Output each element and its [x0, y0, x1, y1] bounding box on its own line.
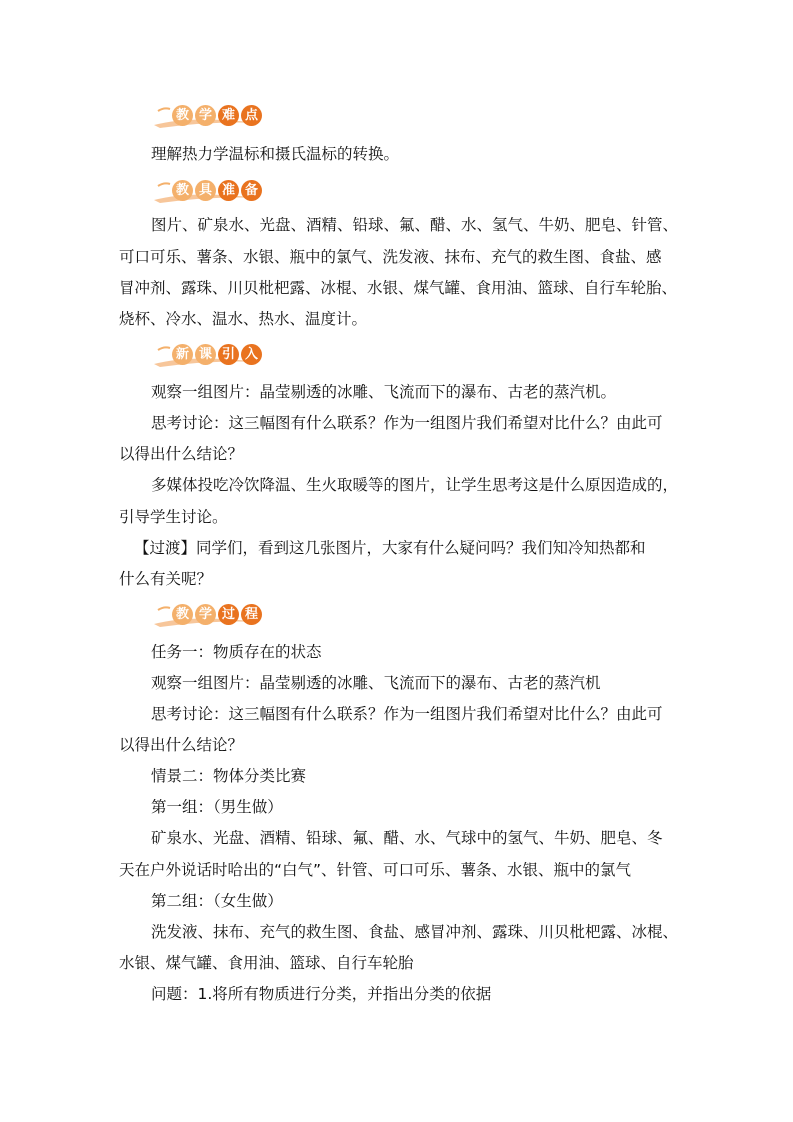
process-group1-line1: 矿泉水、光盘、酒精、铅球、氟、醋、水、气球中的氢气、牛奶、肥皂、冬: [151, 829, 663, 847]
difficulty-text: 理解热力学温标和摄氏温标的转换。: [151, 145, 400, 163]
intro-discuss-line1: 思考讨论：这三幅图有什么联系？作为一组图片我们希望对比什么？由此可: [151, 414, 663, 432]
section-title-char: 难: [218, 105, 239, 126]
section-header-intro: [152, 342, 262, 370]
process-question: 问题：1.将所有物质进行分类，并指出分类的依据: [151, 985, 492, 1003]
section-title-char: 备: [241, 180, 262, 201]
section-header-difficulty: [152, 103, 262, 131]
intro-discuss-line2: 以得出什么结论？: [119, 445, 244, 463]
process-observe: 观察一组图片：晶莹剔透的冰雕、飞流而下的瀑布、古老的蒸汽机: [151, 674, 601, 692]
section-title-char: 入: [241, 344, 262, 365]
materials-line: 冒冲剂、露珠、川贝枇杷露、冰棍、水银、煤气罐、食用油、篮球、自行车轮胎、: [119, 279, 678, 297]
intro-observe: 观察一组图片：晶莹剔透的冰雕、飞流而下的瀑布、古老的蒸汽机。: [151, 383, 617, 401]
process-scene2: 情景二：物体分类比赛: [151, 767, 307, 785]
section-title-char: 学: [195, 105, 216, 126]
section-header-process: [152, 602, 262, 630]
intro-transition-line1: 【过渡】同学们，看到这几张图片，大家有什么疑问吗？我们知冷知热都和: [134, 539, 646, 557]
section-title-char: 教: [172, 180, 193, 201]
section-title-char: 引: [218, 344, 239, 365]
section-title-char: 点: [241, 105, 262, 126]
intro-media-line1: 多媒体投吃冷饮降温、生火取暖等的图片，让学生思考这是什么原因造成的，: [151, 476, 679, 494]
section-title-char: 课: [195, 344, 216, 365]
section-title-char: 学: [195, 604, 216, 625]
process-group1-line2: 天在户外说话时哈出的“白气”、针管、可口可乐、薯条、水银、瓶中的氯气: [119, 861, 632, 879]
materials-line: 图片、矿泉水、光盘、酒精、铅球、氟、醋、水、氢气、牛奶、肥皂、针管、: [151, 216, 679, 234]
process-group2-title: 第二组：（女生做）: [151, 892, 283, 910]
section-title-char: 新: [172, 344, 193, 365]
materials-line: 烧杯、冷水、温水、热水、温度计。: [119, 310, 368, 328]
process-discuss-line1: 思考讨论：这三幅图有什么联系？作为一组图片我们希望对比什么？由此可: [151, 705, 663, 723]
process-group2-line1: 洗发液、抹布、充气的救生图、食盐、感冒冲剂、露珠、川贝枇杷露、冰棍、: [151, 923, 679, 941]
section-header-materials: [152, 178, 262, 206]
section-title-char: 具: [195, 180, 216, 201]
section-title-char: 准: [218, 180, 239, 201]
materials-line: 可口可乐、薯条、水银、瓶中的氯气、洗发液、抹布、充气的救生图、食盐、感: [119, 248, 662, 266]
section-title-char: 程: [241, 604, 262, 625]
process-task1: 任务一：物质存在的状态: [151, 643, 322, 661]
process-group2-line2: 水银、煤气罐、食用油、篮球、自行车轮胎: [119, 954, 414, 972]
process-group1-title: 第一组：（男生做）: [151, 798, 283, 816]
process-discuss-line2: 以得出什么结论？: [119, 736, 244, 754]
section-title-char: 过: [218, 604, 239, 625]
intro-media-line2: 引导学生讨论。: [119, 508, 228, 526]
section-title-char: 教: [172, 105, 193, 126]
intro-transition-line2: 什么有关呢？: [119, 570, 213, 588]
section-title-char: 教: [172, 604, 193, 625]
